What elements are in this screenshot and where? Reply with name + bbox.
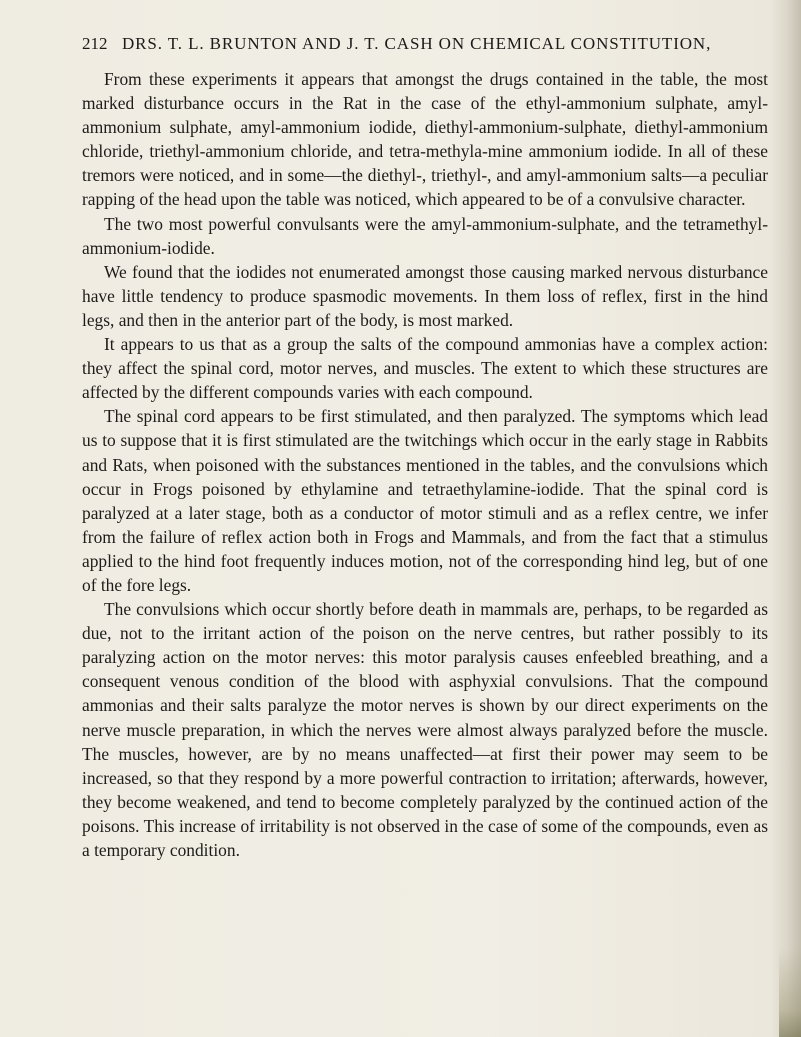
paragraph-spinal-cord: The spinal cord appears to be first stimulated, and then paralyzed. The symptoms which lead us to suppose that it is first stimulated are the twitchings which occur in the early stage in Rabbits and Rats, when poisoned with the substances mentioned in the tables, and the convulsions which occur in Frogs poisoned by ethylamine and tetraethylamine-iodide. That the spinal cord is paralyzed at a later stage, both as a conductor of motor stimuli and as a reflex centre, we infer from the failure of reflex action both in Frogs and Mammals, and from the fact that a stimulus applied to the hind foot frequently induces motion, not of the corresponding hind leg, but of one of the fore legs. [82, 406, 768, 595]
paragraph-powerful-convulsants: The two most powerful convulsants were the amyl-ammonium-sulphate, and the tetramethyl-ammonium-iodide. [82, 213, 768, 258]
spine-shadow [771, 0, 801, 1037]
paragraph-convulsions: The convulsions which occur shortly before death in mammals are, perhaps, to be regarded as due, not to the irritant action of the poison on the nerve centres, but rather possibly to its paralyzing action on the motor nerves: this motor paralysis causes enfeebled breathing, and a consequent venous condition of the blood with asphyxial convulsions. That the compound ammonias and their salts paralyze the motor nerves is shown by our direct experiments on the nerve muscle preparation, in which the nerves were almost always paralyzed before the muscle. The muscles, however, are by no means unaffected—at first their power may seem to be increased, so that they respond by a more powerful contraction to irritation; afterwards, however, they become weakened, and tend to become completely paralyzed by the continued action of the poisons. This increase of irritability is not observed in the case of some of the compounds, even as a temporary condition. [82, 599, 768, 860]
paragraph-drugs-disturbance: From these experiments it appears that amongst the drugs contained in the table, the most marked disturbance occurs in the Rat in the case of the ethyl-ammonium sulphate, amyl-ammonium sulphate, amyl-ammonium iodide, diethyl-ammonium-sulphate, diethyl-ammonium chloride, triethyl-ammonium chloride, and tetra-methyla-mine ammonium iodide. In all of these tremors were noticed, and in some—the diethyl-, triethyl-, and amyl-ammonium salts—a peculiar rapping of the head upon the table was noticed, which appeared to be of a convulsive character. [82, 69, 768, 210]
running-head [82, 34, 766, 58]
corner-stain [779, 947, 801, 1037]
paragraph-iodides: We found that the iodides not enumerated amongst those causing marked nervous disturbance have little tendency to produce spasmodic movements. In them loss of reflex, first in the hind legs, and then in the anterior part of the body, is most marked. [82, 261, 768, 330]
body-text [82, 67, 768, 862]
running-title: DRS. T. L. BRUNTON AND J. T. CASH ON CHEMICAL CONSTITUTION, [122, 34, 712, 53]
paragraph-complex-action: It appears to us that as a group the salts of the compound ammonias have a complex action: they affect the spinal cord, motor nerves, and muscles. The extent to which these structures are affected by the different compounds varies with each compound. [82, 334, 768, 403]
page-number: 212 [82, 34, 108, 53]
